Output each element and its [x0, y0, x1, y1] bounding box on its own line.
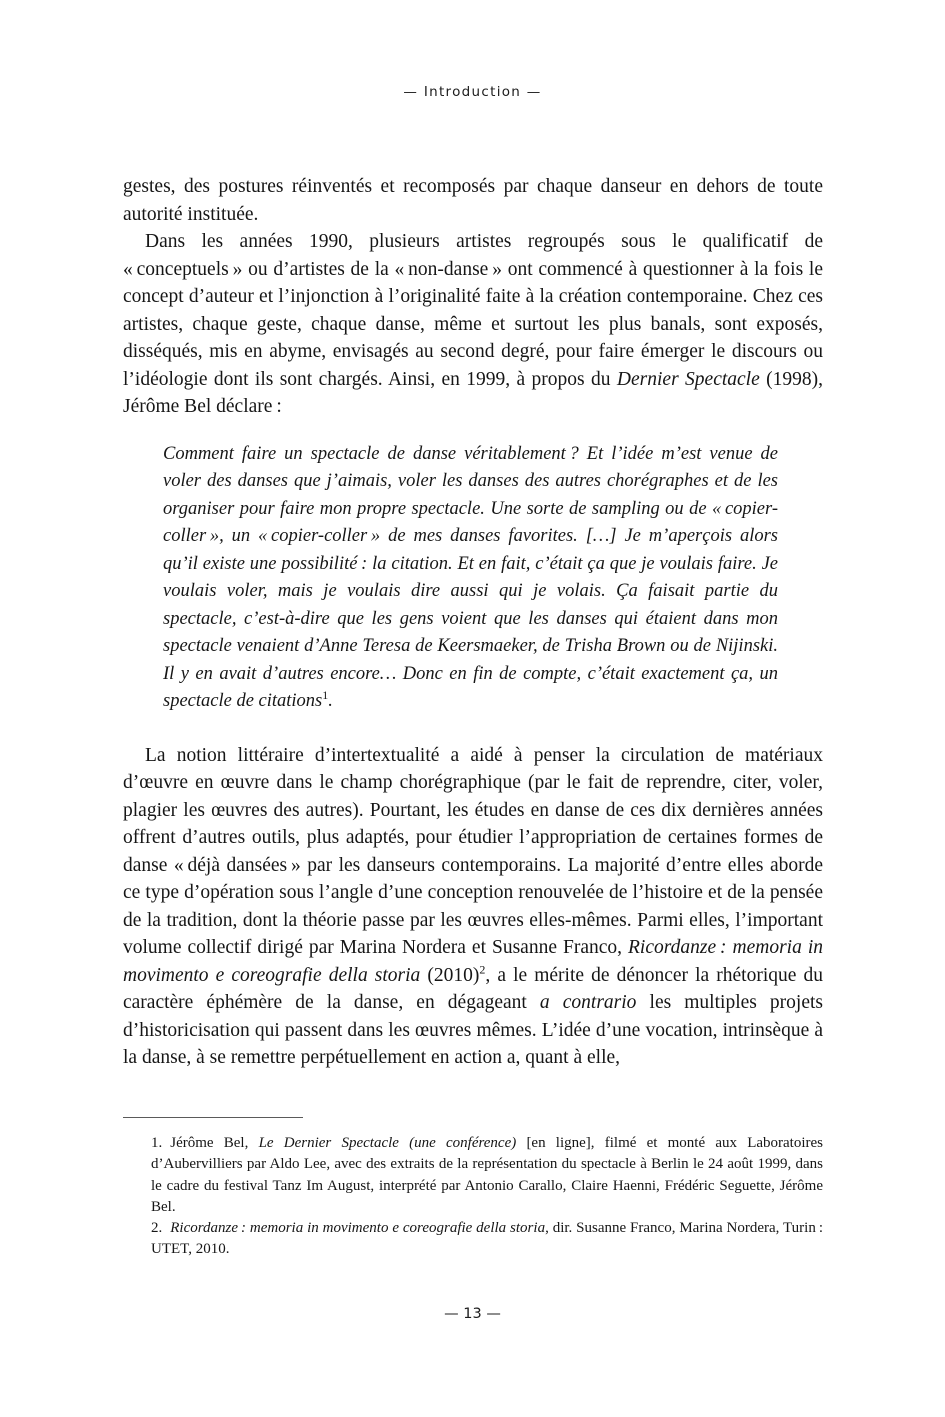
text-block — [123, 173, 823, 1072]
paragraph-lead-text: La notion littéraire d’intertextualité a aidé à penser la circulation de matériaux d’œuvre en œuvre dans le champ chorégraphique (par le fait de reprendre, citer, voler, plagier les œuvres des autres). Pourtant, les études en danse de ces dix dernières années offrent d’autres outils, plus adaptés, pour étudier l’appropriation de certaines formes de danse « déjà dansées » par les danseurs contemporains. La majorité d’entre elles aborde ce type d’opération sous l’angle d’une conception renouvelée de l’histoire et de la pensée de la tradition, dont la théorie passe par les œuvres elles-mêmes. Parmi elles, l’important volume collectif dirigé par Marina Nordera et Susanne Franco, — [123, 744, 823, 958]
paragraph-tail-text: (1998), Jérôme Bel déclare : — [123, 368, 823, 417]
paragraph-artistes-1990 — [123, 228, 823, 421]
footnote-text: [en ligne], filmé et monté aux Laboratoires d’Aubervilliers par Aldo Lee, avec des extraits de la représentation du spectacle à Berlin le 24 août 1999, dans le cadre du festival Tanz Im August, interprété par Antonio Carallo, Claire Haenni, Frédéric Seguette, Jérôme Bel. — [151, 1135, 823, 1215]
footnote-number: 1. — [151, 1135, 163, 1151]
paragraph-continuation: gestes, des postures réinventés et recomposés par chaque danseur en dehors de toute autorité instituée. — [123, 176, 823, 225]
latin-phrase-a-contrario: a contrario — [539, 992, 637, 1013]
running-head: — Introduction — — [403, 84, 542, 100]
paragraph-mid-text: (2010) — [420, 964, 480, 986]
paragraph-lead-text: Dans les années 1990, plusieurs artistes regroupés sous le qualificatif de « conceptuels » ou d’artistes de la « non-danse » ont commencé à questionner à la fois le concept d’auteur et l’injonction à l’originalité faite à la création contemporaine. Chez ces artistes, chaque geste, chaque danse, même et surtout les plus banals, sont exposés, disséqués, mis en abyme, envisagés au second degré, pour faire émerger le discours ou l’idéologie dont ils sont chargés. Ainsi, en 1999, à propos du — [123, 231, 823, 390]
work-title-ricordanze: Ricordanze : memoria in movimento e coreografie della storia — [123, 937, 823, 986]
paragraph-intertextualite — [123, 742, 823, 1072]
footnote-work-title: Ricordanze : memoria in movimento e coreografie della storia — [170, 1220, 546, 1237]
footnote-1 — [123, 1133, 823, 1218]
footnote-work-title: Le Dernier Spectacle (une conférence) — [258, 1135, 517, 1151]
work-title-dernier-spectacle: Dernier Spectacle — [616, 368, 760, 390]
quote-text: Comment faire un spectacle de danse véritablement ? Et l’idée m’est venue de voler des danses que j’aimais, voler les danses des autres chorégraphes et de les organiser pour faire mon propre spectacle. Une sorte de sampling ou de « copier-coller », un « copier-coller » de mes danses favorites. […] Je m’aperçois alors qu’il existe une possibilité : la citation. Et en fait, c’était ça que je voulais faire. Je voulais voler, mais je voulais dire aussi qui je volais. Ça faisait partie du spectacle, c’est-à-dire que les gens voient que les danses qui étaient dans mon spectacle venaient d’Anne Teresa de Keersmaeker, de Trisha Brown ou de Nijinski. Il y en avait d’autres encore… Donc en fin de compte, c’était exactement ça, un spectacle de citations — [163, 443, 778, 711]
footnote-ref-1: 1 — [322, 687, 329, 702]
footnote-ref-2: 2 — [479, 962, 486, 976]
paragraph-mid-text: , a le mérite de dénoncer la rhétorique du caractère éphémère de la danse, en dégageant — [123, 964, 823, 1013]
paragraph-tail-text: les multiples projets d’historicisation qui passent dans les œuvres mêmes. L’idée d’une vocation, intrinsèque à la danse, à se remettre perpétuellement en action a, quant à elle, — [123, 992, 824, 1068]
footnote-text: Jérôme Bel, — [170, 1135, 259, 1151]
footnote-list — [123, 1133, 823, 1261]
footnote-number: 2. — [151, 1220, 163, 1237]
quote-end-punctuation: . — [328, 691, 333, 711]
footnote-separator — [123, 1117, 303, 1118]
bel-quotation — [163, 441, 778, 716]
footnotes-section — [123, 1117, 823, 1261]
page-number: — 13 — — [444, 1306, 501, 1322]
footnote-2 — [123, 1218, 823, 1261]
footnote-text: , dir. Susanne Franco, Marina Nordera, Turin : UTET, 2010. — [151, 1220, 823, 1258]
